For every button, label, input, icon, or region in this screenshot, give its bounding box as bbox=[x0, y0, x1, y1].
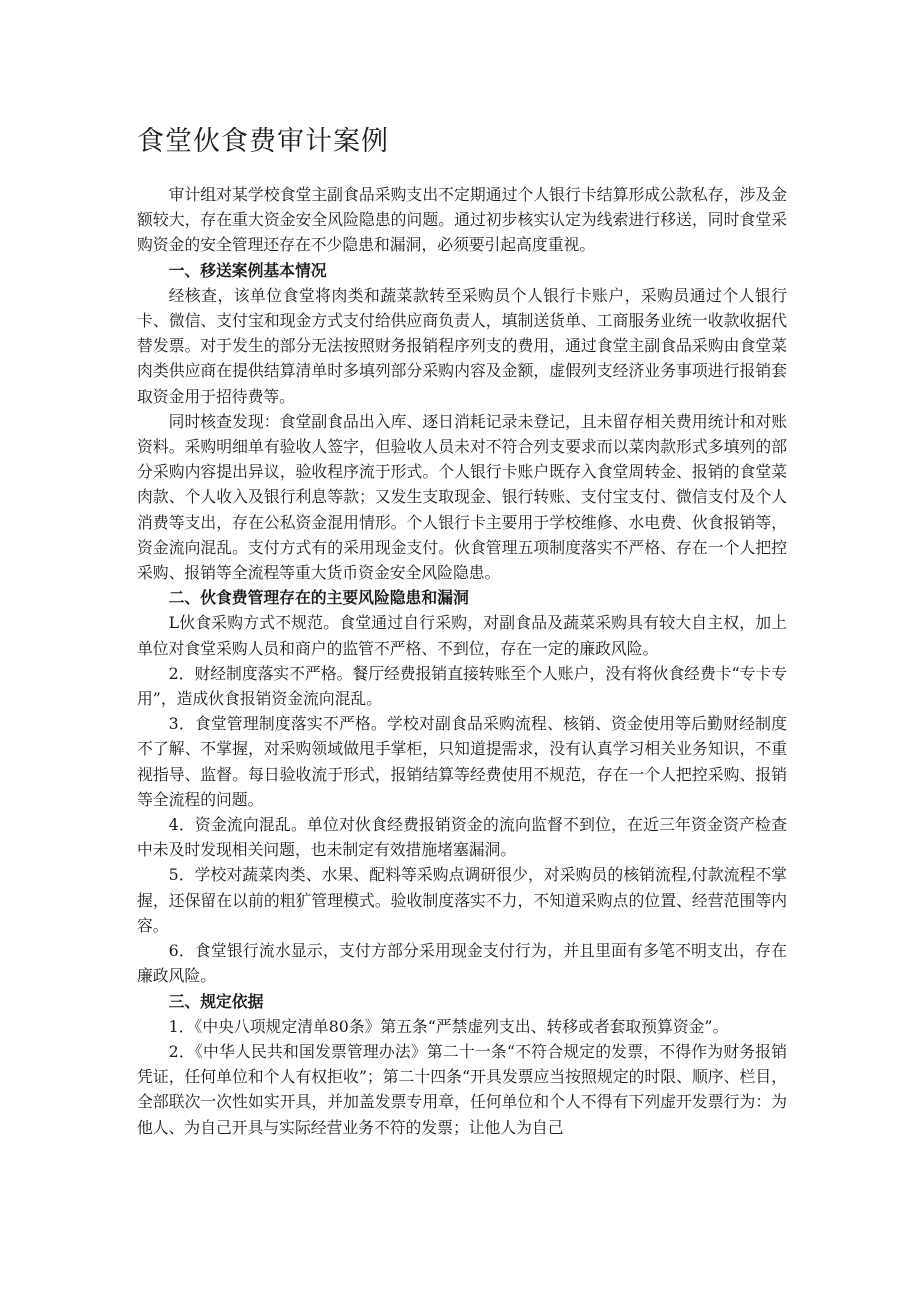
section-2-item-5: 5．学校对蔬菜肉类、水果、配料等采购点调研很少，对采购员的核销流程,付款流程不掌握，还保留在以前的粗犷管理模式。验收制度落实不力，不知道采购点的位置、经营范围等内容。 bbox=[137, 865, 787, 935]
section-3-item-1: 1．《中央八项规定清单80条》第五条“严禁虚列支出、转移或者套取预算资金”。 bbox=[168, 1016, 729, 1036]
section-2-item-6: 6．食堂银行流水显示，支付方部分采用现金支付行为，并且里面有多笔不明支出，存在廉政风险。 bbox=[137, 941, 787, 986]
section-2-item-3: 3．食堂管理制度落实不严格。学校对副食品采购流程、核销、资金使用等后勤财经制度不了解、不掌握，对采购领域做甩手掌柜，只知道提需求，没有认真学习相关业务知识，不重视指导、监督。每日验收流于形式，报销结算等经费使用不规范，存在一个人把控采购、报销等全流程的问题。 bbox=[137, 714, 787, 809]
section-2-item-2: 2．财经制度落实不严格。餐厅经费报销直接转账至个人账户，没有将伙食经费卡“专卡专用”，造成伙食报销资金流向混乱。 bbox=[137, 663, 788, 709]
intro-paragraph: 审计组对某学校食堂主副食品采购支出不定期通过个人银行卡结算形成公款私存，涉及金额较大，存在重大资金安全风险隐患的问题。通过初步核实认定为线索进行移送，同时食堂采购资金的安全管理还存在不少隐患和漏洞，必须要引起高度重视。 bbox=[137, 185, 787, 255]
section-2-item-1: L伙食采购方式不规范。食堂通过自行采购，对副食品及蔬菜采购具有较大自主权，加上单位对食堂采购人员和商户的监管不严格、不到位，存在一定的廉政风险。 bbox=[137, 613, 787, 658]
section-1-paragraph-1: 经核查，该单位食堂将肉类和蔬菜款转至采购员个人银行卡账户，采购员通过个人银行卡、微信、支付宝和现金方式支付给供应商负责人，填制送货单、工商服务业统一收款收据代替发票。对于发生的部分无法按照财务报销程序列支的费用，通过食堂主副食品采购由食堂菜肉类供应商在提供结算清单时多填列部分采购内容及金额，虚假列支经济业务事项进行报销套取资金用于招待费等。 bbox=[137, 285, 787, 406]
document-page bbox=[137, 124, 787, 1140]
section-3-heading: 三、规定依据 bbox=[168, 991, 264, 1011]
section-1-heading: 一、移送案例基本情况 bbox=[168, 260, 327, 280]
section-1-paragraph-2: 同时核查发现：食堂副食品出入库、逐日消耗记录未登记，且未留存相关费用统计和对账资料。采购明细单有验收人签字，但验收人员未对不符合列支要求而以菜肉款形式多填列的部分采购内容提出异议，验收程序流于形式。个人银行卡账户既存入食堂周转金、报销的食堂菜肉款、个人收入及银行利息等款；又发生支取现金、银行转账、支付宝支付、微信支付及个人消费等支出，存在公私资金混用情形。个人银行卡主要用于学校维修、水电费、伙食报销等，资金流向混乱。支付方式有的采用现金支付。伙食管理五项制度落实不严格、存在一个人把控采购、报销等全流程等重大货币资金安全风险隐患。 bbox=[137, 411, 787, 583]
document-title: 食堂伙食费审计案例 bbox=[137, 126, 389, 157]
section-3-item-2: 2．《中华人民共和国发票管理办法》第二十一条“不符合规定的发票，不得作为财务报销凭证，任何单位和个人有权拒收”；第二十四条“开具发票应当按照规定的时限、顺序、栏目，全部联次一次性如实开具，并加盖发票专用章，任何单位和个人不得有下列虚开发票行为：为他人、为自己开具与实际经营业务不符的发票；让他人为自己 bbox=[137, 1041, 787, 1137]
section-2-heading: 二、伙食费管理存在的主要风险隐患和漏洞 bbox=[168, 588, 469, 608]
section-2-item-4: 4．资金流向混乱。单位对伙食经费报销资金的流向监督不到位，在近三年资金资产检查中未及时发现相关问题，也未制定有效措施堵塞漏洞。 bbox=[137, 815, 787, 860]
